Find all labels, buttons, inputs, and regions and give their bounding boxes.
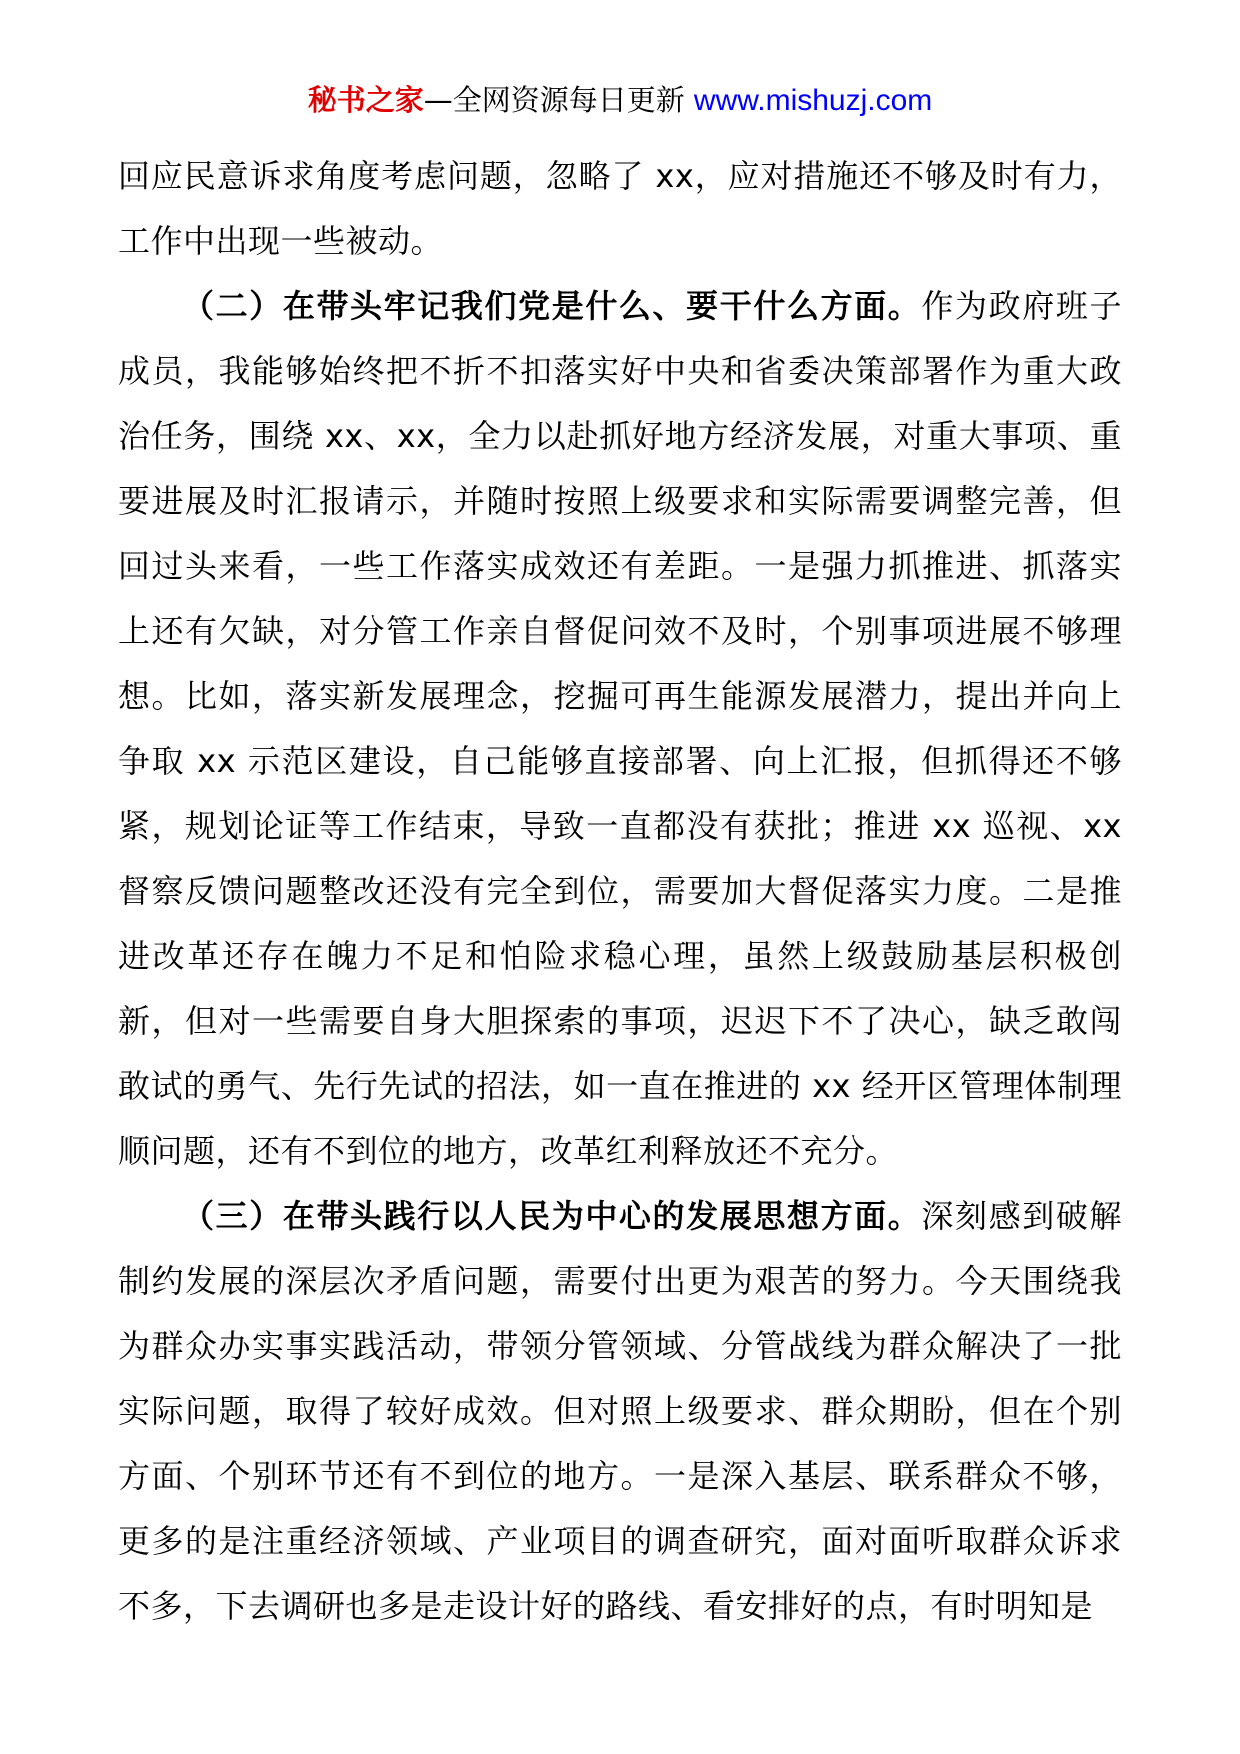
site-url-link[interactable]: www.mishuzj.com <box>693 84 933 117</box>
paragraph-text: 回应民意诉求角度考虑问题，忽略了 xx，应对措施还不够及时有力，工作中出现一些被动。 <box>118 157 1122 260</box>
header-slogan: —全网资源每日更新 <box>423 83 694 117</box>
brand-name: 秘书之家 <box>307 83 424 117</box>
section-heading-3: （三）在带头践行以人民为中心的发展思想方面。 <box>182 1197 922 1235</box>
paragraph-section-3 <box>118 1184 1122 1639</box>
paragraph-continuation <box>118 144 1122 274</box>
paragraph-section-2 <box>118 274 1122 1184</box>
section-heading-2: （二）在带头牢记我们党是什么、要干什么方面。 <box>182 287 922 325</box>
paragraph-text: 深刻感到破解制约发展的深层次矛盾问题，需要付出更为艰苦的努力。今天围绕我为群众办实事实践活动，带领分管领域、分管战线为群众解决了一批实际问题，取得了较好成效。但对照上级要求、群众期盼，但在个别方面、个别环节还有不到位的地方。一是深入基层、联系群众不够，更多的是注重经济领域、产业项目的调查研究，面对面听取群众诉求不多，下去调研也多是走设计好的路线、看安排好的点，有时明知是 <box>118 1197 1122 1625</box>
site-header <box>0 82 1240 119</box>
paragraph-text: 作为政府班子成员，我能够始终把不折不扣落实好中央和省委决策部署作为重大政治任务，围绕 xx、xx，全力以赴抓好地方经济发展，对重大事项、重要进展及时汇报请示，并随时按照上级要求和实际需要调整完善，但回过头来看，一些工作落实成效还有差距。一是强力抓推进、抓落实上还有欠缺，对分管工作亲自督促问效不及时，个别事项进展不够理想。比如，落实新发展理念，挖掘可再生能源发展潜力，提出并向上争取 xx 示范区建设，自己能够直接部署、向上汇报，但抓得还不够紧，规划论证等工作结束，导致一直都没有获批；推进 xx 巡视、xx 督察反馈问题整改还没有完全到位，需要加大督促落实力度。二是推进改革还存在魄力不足和怕险求稳心理，虽然上级鼓励基层积极创新，但对一些需要自身大胆探索的事项，迟迟下不了决心，缺乏敢闯敢试的勇气、先行先试的招法，如一直在推进的 xx 经开区管理体制理顺问题，还有不到位的地方，改革红利释放还不充分。 <box>118 287 1122 1170</box>
document-body <box>118 144 1122 1639</box>
